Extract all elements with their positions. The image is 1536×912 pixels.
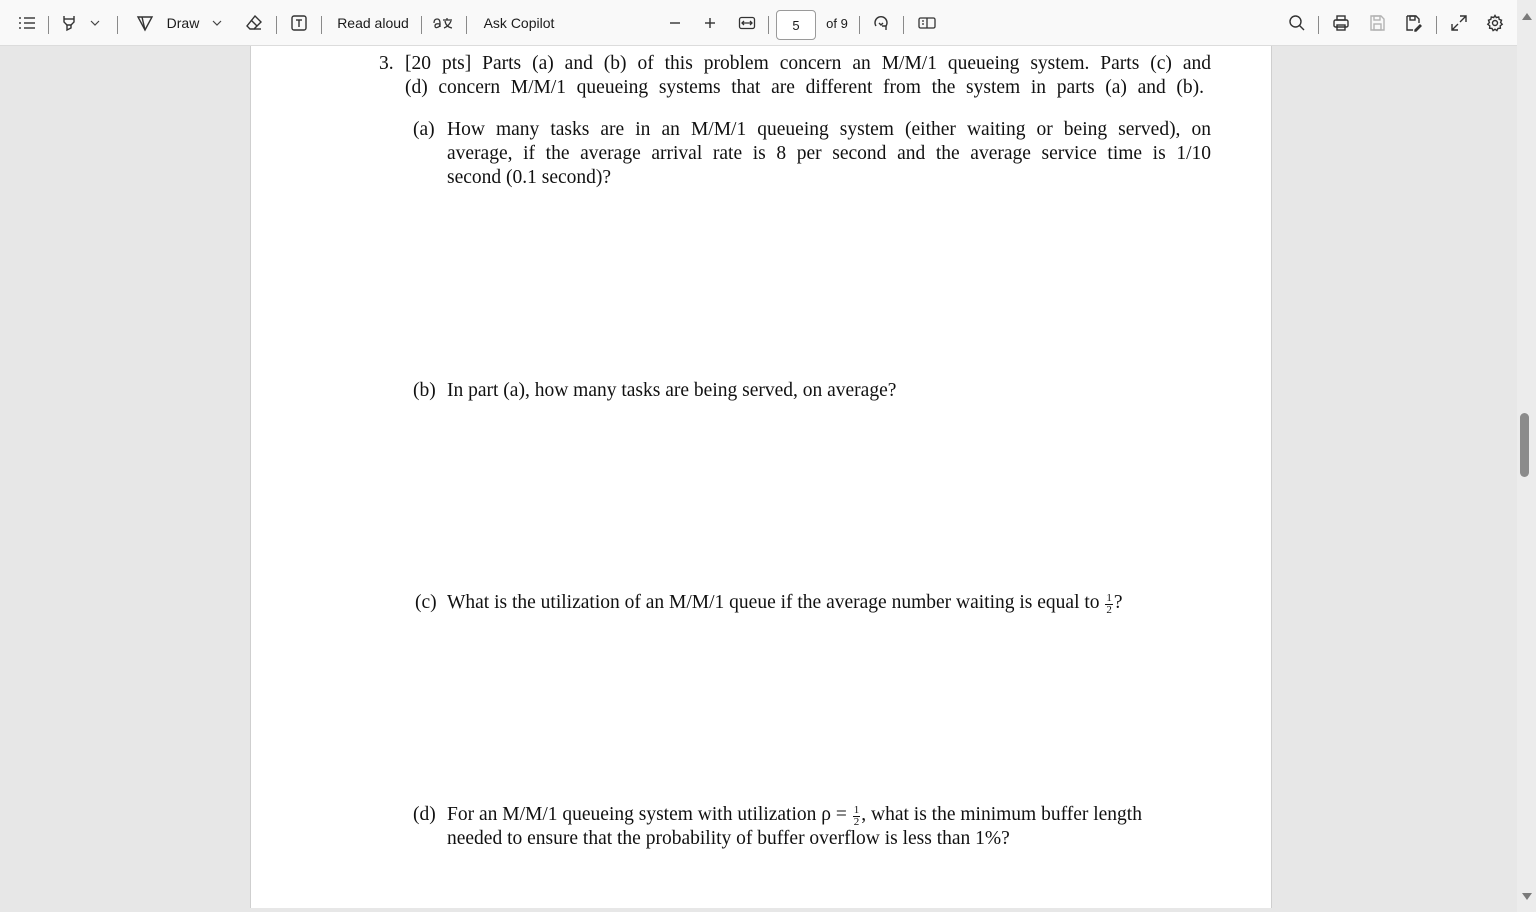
text-box-icon[interactable] xyxy=(287,0,311,46)
contents-icon[interactable] xyxy=(14,0,40,46)
print-icon[interactable] xyxy=(1329,0,1353,46)
part-a-line-3: second (0.1 second)? xyxy=(447,167,612,188)
toolbar-divider xyxy=(48,16,49,34)
problem-intro-line-2: (d) concern M/M/1 queueing systems that are different from the system in parts (a) and (b). xyxy=(405,77,1204,98)
draw-icon[interactable] xyxy=(134,0,156,46)
translate-icon[interactable] xyxy=(430,0,456,46)
fit-width-icon[interactable] xyxy=(735,0,759,46)
page-view-icon[interactable] xyxy=(914,0,940,46)
search-icon[interactable] xyxy=(1285,0,1309,46)
toolbar-divider xyxy=(466,16,467,34)
one-half-fraction: $\frac{1}{2}$ xyxy=(1106,592,1112,616)
part-d-line-1 xyxy=(447,803,1211,828)
part-c-line-1 xyxy=(447,591,1123,616)
vertical-scrollbar[interactable] xyxy=(1517,0,1536,912)
part-a-line-1: How many tasks are in an M/M/1 queueing system (either waiting or being served), on xyxy=(447,119,1211,140)
zoom-out-icon[interactable] xyxy=(665,0,685,46)
problem-number: 3. xyxy=(379,53,394,74)
toolbar-divider xyxy=(321,16,322,34)
eraser-icon[interactable] xyxy=(242,0,266,46)
page-total-label: of 9 xyxy=(826,15,848,31)
read-aloud-button[interactable]: Read aloud xyxy=(337,15,409,31)
settings-icon[interactable] xyxy=(1483,0,1507,46)
part-a-label: (a) xyxy=(413,119,435,140)
save-icon[interactable] xyxy=(1365,0,1389,46)
toolbar-divider xyxy=(276,16,277,34)
problem-intro-line-1: [20 pts] Parts (a) and (b) of this problem concern an M/M/1 queueing system. Parts (c) and xyxy=(405,53,1211,74)
viewer-bottom-edge xyxy=(0,908,1517,912)
scroll-up-arrow-icon[interactable] xyxy=(1522,13,1532,20)
scrollbar-thumb[interactable] xyxy=(1520,413,1529,477)
ask-copilot-button[interactable]: Ask Copilot xyxy=(483,15,555,31)
scroll-down-arrow-icon[interactable] xyxy=(1522,893,1532,900)
part-c-question-mark: ? xyxy=(1113,592,1123,613)
toolbar-divider xyxy=(421,16,422,34)
toolbar-divider xyxy=(1318,16,1319,34)
toolbar-divider xyxy=(117,16,118,34)
highlight-icon[interactable] xyxy=(58,0,80,46)
toolbar-divider xyxy=(859,16,860,34)
part-c-label: (c) xyxy=(415,592,437,613)
toolbar-divider xyxy=(768,16,769,34)
part-b-line-1: In part (a), how many tasks are being served, on average? xyxy=(447,380,897,401)
toolbar-divider xyxy=(903,16,904,34)
zoom-in-icon[interactable] xyxy=(700,0,720,46)
fullscreen-icon[interactable] xyxy=(1447,0,1471,46)
page-number-input[interactable] xyxy=(776,10,816,40)
part-b-label: (b) xyxy=(413,380,436,401)
pdf-toolbar xyxy=(0,0,1536,46)
part-c-text: What is the utilization of an M/M/1 queue if the average number waiting is equal to xyxy=(447,592,1100,613)
one-half-fraction: $\frac{1}{2}$ xyxy=(853,804,860,828)
part-d-line-2: needed to ensure that the probability of buffer overflow is less than 1%? xyxy=(447,828,1010,849)
toolbar-divider xyxy=(1436,16,1437,34)
part-d-text-end: , what is the minimum buffer length xyxy=(861,804,1142,825)
save-as-icon[interactable] xyxy=(1401,0,1425,46)
draw-button[interactable]: Draw xyxy=(166,15,200,31)
part-a-line-2: average, if the average arrival rate is 8 per second and the average service time is 1/10 xyxy=(447,143,1211,164)
part-d-text-start: For an M/M/1 queueing system with utilization ρ = xyxy=(447,804,847,825)
part-d-label: (d) xyxy=(413,804,436,825)
draw-dropdown-chevron-icon[interactable] xyxy=(208,0,226,46)
highlight-dropdown-chevron-icon[interactable] xyxy=(86,0,104,46)
rotate-icon[interactable] xyxy=(869,0,893,46)
pdf-page xyxy=(250,46,1272,908)
